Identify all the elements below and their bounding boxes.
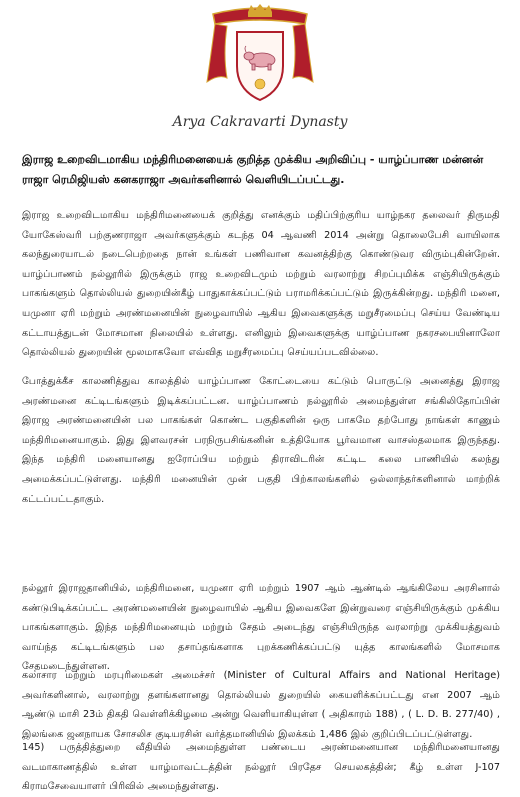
royal-crest-emblem: [205, 4, 315, 106]
paragraph-5: 145) பருத்தித்துறை வீதியில் அமைந்துள்ள பண்டைய அரண்மனையான மந்திரிமனையானது வடமாகாணத்தில் உள்ள யாழ்மாவட்டத்தின் நல்லூர் பிரதேச செயலகத்தின்; கீழ் உள்ள J-107 கிராமசேவையாளர் பிரிவில் அமைந்துள்ளது.: [22, 742, 500, 793]
paragraph-3: நல்லூர் இராஜதானியில், மந்திரிமனை, யமுனா ஏரி மற்றும் 1907 ஆம் ஆண்டில் ஆங்கிலேய அரசினால் கண்டுபிடிக்கப்பட்ட அரண்மனையின் நுழைவாயில் ஆகிய இவைகளே இன்றுவரை எஞ்சியிருக்கும் முக்கிய பாகங்களாகும். இந்த மந்திரிமனையும் மற்றும் சேதம் அடைந்து எஞ்சியிருந்த வரலாற்று முக்கியத்துவம் வாய்ந்த கட்டிடங்களும் பல தசாப்தங்களாக புறக்கணிக்கப்பட்டு யுத்த காலங்களில் மோசமாக சேதமடைந்துள்ளன.: [22, 583, 500, 673]
paragraph-4: கலாசார மற்றும் மரபுரிமைகள் அமைச்சர் (Minister of Cultural Affairs and National Heritage) அவர்களினால், வரலாற்று தளங்களானது தொல்லியல் துறையில் கையளிக்கப்பட்டது என 2007 ஆம் ஆண்டு மாசி 23ம் திகதி வெள்ளிக்கிழமை அன்று வெளியாகியுள்ள ( அதிகாரம் 188) , ( L. D. B. 277/40) , இலங்கை ஜனநாயக சோசலிச குடியரசின் வர்த்தமானியில் இலக்கம் 1,486 இல் குறிப்பிடப்பட்டுள்ளது.: [22, 670, 500, 740]
paragraph-2: போத்துக்கீச காலணித்துவ காலத்தில் யாழ்ப்பாண கோட்டையை கட்டும் பொருட்டு அனைத்து இராஜ அரண்மனை கட்டிடங்களும் இடிக்கப்பட்டன. யாழ்ப்பாணம் நல்லூரில் அமைந்துள்ள சங்கிலிதோப்பின் இராஜ அரண்மனையின் பல பாகங்கள் கொண்ட பகுதிகளின் ஒரு பாகமே தற்போது நாங்கள் காணும் மந்திரிமனையாகும். இது இளவரசன் பரநிருபசிங்கனின் உத்தியோக பூர்வமான வாசஸ்தலமாக இருந்தது. இந்த மந்திரி மனையானது ஐரோப்பிய மற்றும் திராவிடரின் கட்டிட கலை பாணியில் கலந்து அமைக்கப்பட்டுள்ளது. மந்திரி மனையின் முன் பகுதி பிற்காலங்களில் ஒல்லாந்தர்களினால் மாற்றிக் கட்டப்பட்டதாகும்.: [22, 376, 500, 505]
paragraph-1: இராஜ உறைவிடமாகிய மந்திரிமனையைக் குறித்து எனக்கும் மதிப்பிற்குரிய யாழ்நகர தலைவர் திருமதி யோகேஸ்வரி பற்குணராஜா அவர்களுக்கும் கடந்த 04 ஆவணி 2014 அன்று தொலைபேசி வாயிலாக கலந்துரையாடல் நடைபெற்றதை நான் உங்கள் பணிவான கவனத்திற்கு கொண்டுவர விரும்புகின்றேன். யாழ்ப்பாணம் நல்லூரில் இருக்கும் ராஜ உறைவிடமும் மற்றும் வரலாற்று சிறப்புமிக்க எஞ்சியிருக்கும் பாகங்களும் தொல்லியல் துறையின்கீழ் பாதுகாக்கப்பட்டும் பராமரிக்கப்பட்டும் இருக்கின்றது. மந்திரி மனை, யமுனா ஏரி மற்றும் அரண்மனையின் நுழைவாயில் ஆகிய இவைகளுக்கு மறுசீரமைப்பு செய்ய வேண்டிய கட்டாயத்துடன் மோசமான நிலையில் உள்ளது. எனிலும் இவைகளுக்கு யாழ்ப்பாண நகரசபையினாலோ தொல்லியல் துறையின் மூலமாகவோ எவ்வித மறுசீரமைப்பு செய்யப்படவில்லை.: [22, 210, 500, 359]
headline: இராஜ உறைவிடமாகிய மந்திரிமனையைக் குறித்த முக்கிய அறிவிப்பு - யாழ்ப்பாண மன்னன் ராஜா ரெமிஜியஸ் கனகராஜா அவர்களினால் வெளியிடப்பட்டது.: [22, 153, 484, 186]
dynasty-name: Arya Cakravarti Dynasty: [172, 114, 348, 130]
